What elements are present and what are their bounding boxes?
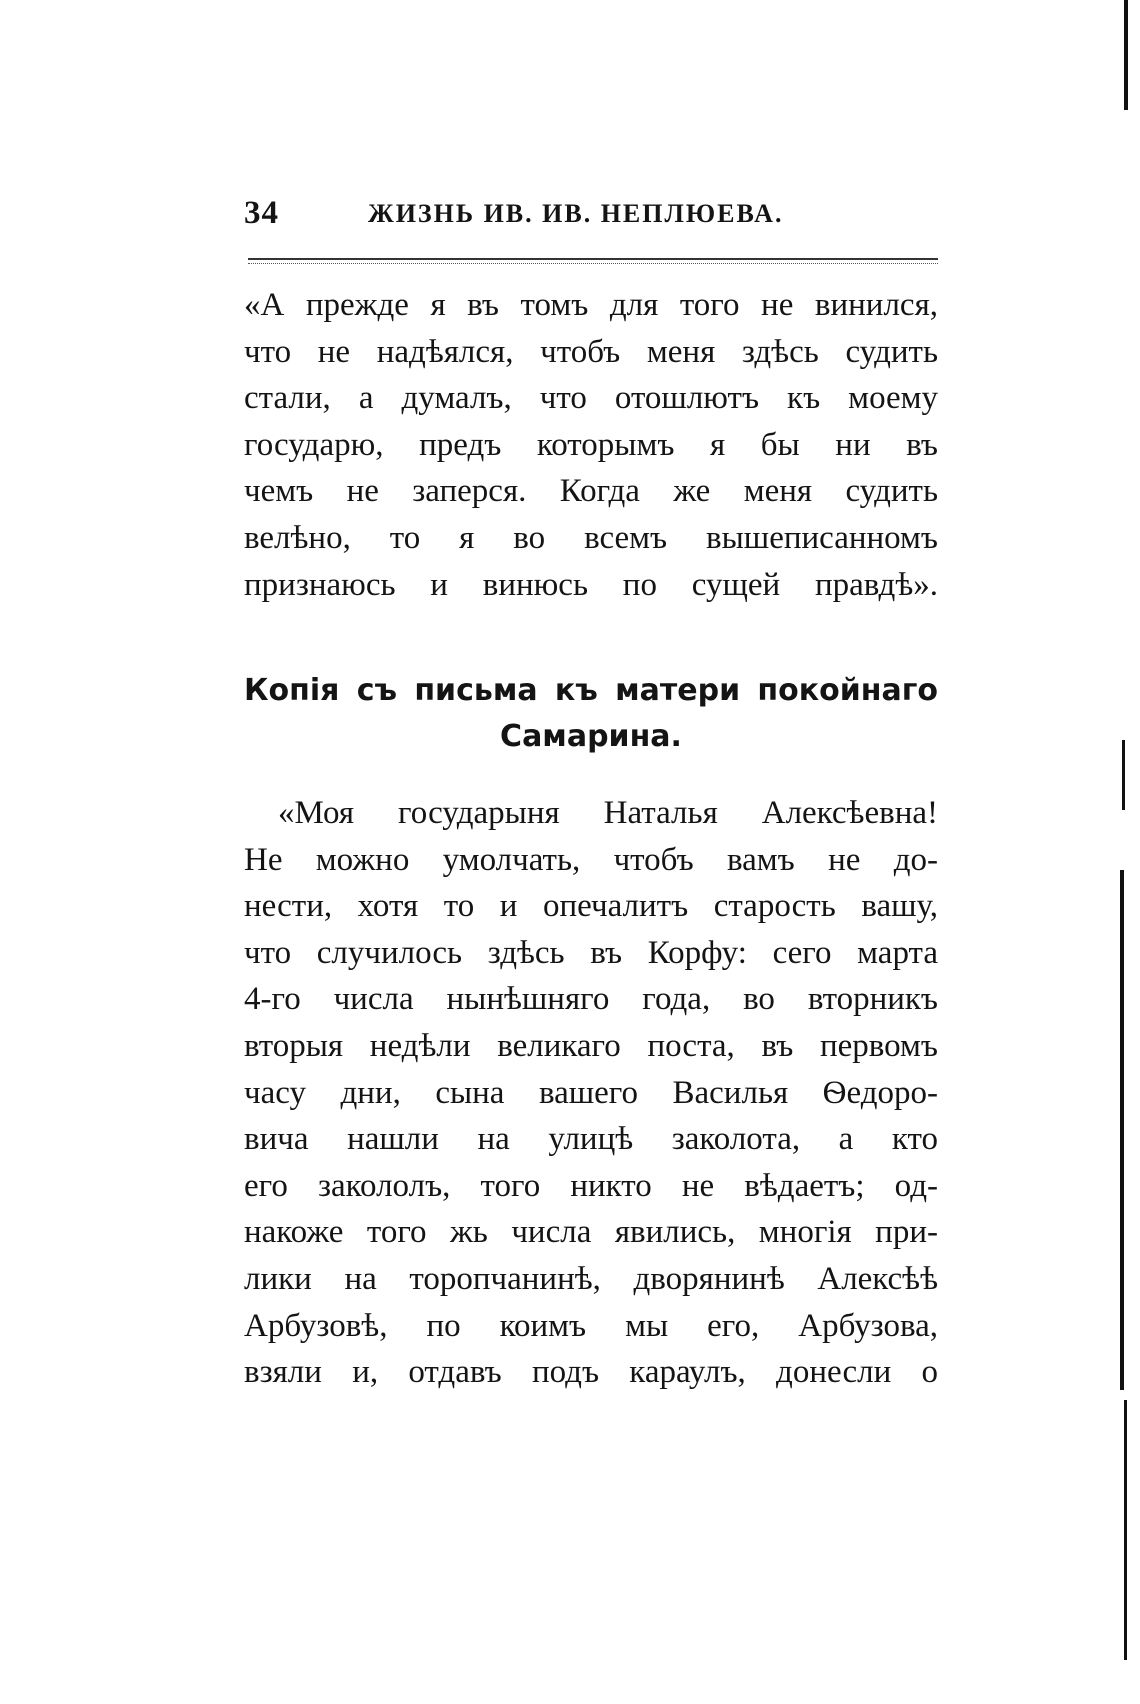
text-line: Арбузовѣ, по коимъ мы его, Арбузова, — [244, 1307, 938, 1344]
text-line: велѣно, то я во всемъ вышеписанномъ — [244, 519, 938, 556]
text-line: Не можно умолчать, чтобъ вамъ не до- — [244, 841, 938, 878]
scan-edge-mark — [1124, 1400, 1127, 1660]
text-line: «Моя государыня Наталья Алексѣевна! — [278, 795, 938, 831]
text-line: государю, предъ которымъ я бы ни въ — [244, 426, 938, 463]
running-title: ЖИЗНЬ ИВ. ИВ. НЕПЛЮЕВА. — [368, 199, 784, 228]
scan-edge-mark — [1122, 740, 1125, 810]
text-line: чемъ не заперся. Когда же меня судить — [244, 473, 938, 510]
header-rule — [248, 258, 938, 264]
heading-line: Копія съ письма къ матери покойнаго — [244, 673, 938, 708]
text-line: лики на торопчанинѣ, дворянинѣ Алексѣѣ — [244, 1260, 938, 1297]
text-line: что не надѣялся, чтобъ меня здѣсь судить — [244, 333, 938, 370]
text-line: его закололъ, того никто не вѣдаетъ; од- — [244, 1167, 938, 1204]
text-line: 4-го числа нынѣшняго года, во вторникъ — [244, 981, 938, 1018]
page-header — [244, 195, 944, 239]
text-line: «А прежде я въ томъ для того не винился, — [244, 287, 938, 323]
paragraph-1 — [244, 282, 938, 608]
text-line: вича нашли на улицѣ заколота, а кто — [244, 1121, 938, 1158]
page-number: 34 — [244, 195, 279, 231]
text-line: признаюсь и винюсь по сущей правдѣ». — [244, 566, 938, 603]
text-line: взяли и, отдавъ подъ караулъ, донесли о — [244, 1354, 938, 1391]
text-line: часу дни, сына вашего Василья Ѳедоро- — [244, 1074, 938, 1111]
text-line: что случилось здѣсь въ Корфу: сего марта — [244, 934, 938, 971]
text-line: нести, хотя то и опечалитъ старость вашу, — [244, 888, 938, 925]
scan-edge-mark — [1120, 870, 1124, 1390]
text-line: накоже того жь числа явились, многія при- — [244, 1214, 938, 1251]
text-line: стали, а думалъ, что отошлютъ къ моему — [244, 380, 938, 417]
section-heading — [244, 668, 938, 760]
scan-edge-mark — [1124, 0, 1128, 110]
heading-line: Самарина. — [500, 719, 682, 754]
paragraph-2 — [244, 790, 938, 1396]
text-line: вторыя недѣли великаго поста, въ первомъ — [244, 1027, 938, 1064]
